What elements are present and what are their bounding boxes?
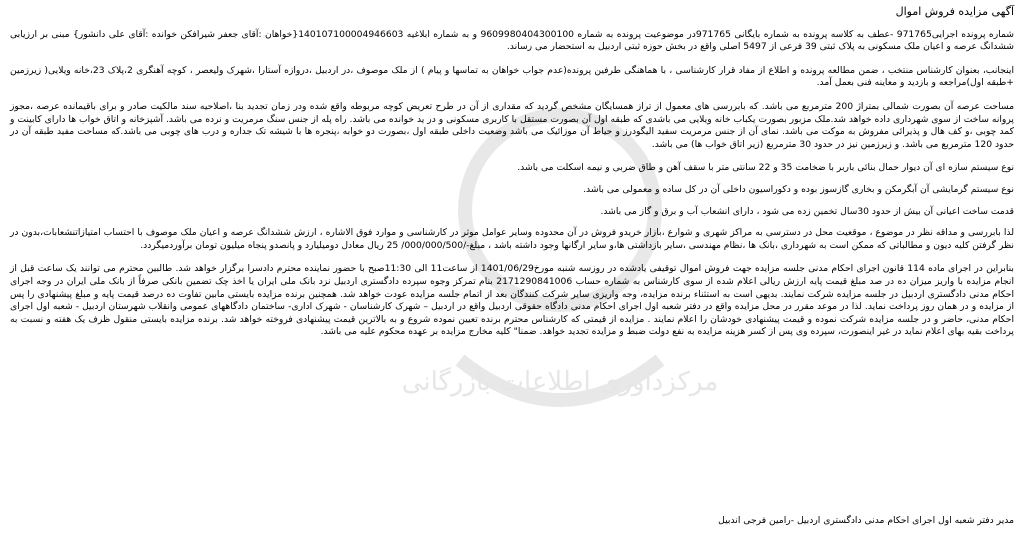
notice-title: آگهی مزایده فروش اموال bbox=[895, 5, 1014, 18]
watermark-text: مرکزداوری اطلاعات بازرگانی bbox=[401, 367, 719, 397]
notice-paragraph-inspection: اینجانب، بعنوان کارشناس منتخب ، ضمن مطالعه پرونده و اطلاع از مفاد قرار کارشناسی ، با هماهنگی طرفین پرونده(عدم جواب خواهان به تماسها و پیام ) از ملک موصوف ،در اردبیل ،دروازه آستارا ،شهرک ولیعصر ، کوچه آهنگری 2،پلاک 23،خانه ویلایی( زیرزمین +طبقه اول)مراجعه و بازدید و معاینه فنی بعمل آمد. bbox=[10, 64, 1015, 89]
notice-paragraph-age: قدمت ساخت اعیانی آن بیش از حدود 30سال تخمین زده می شود ، دارای انشعاب آب و برق و گاز می باشد. bbox=[600, 205, 1014, 217]
notice-paragraph-heating: نوع سیستم گرمایشی آن آبگرمکن و بخاری گازسوز بوده و دکوراسیون داخلی آن در کل ساده و معمولی می باشد. bbox=[583, 183, 1014, 195]
notice-paragraph-case: شماره پرونده اجرایی971765 -عطف به کلاسه پرونده به شماره بایگانی 971765در موضوعیت پرونده به شماره 9609980404300100 و به شماره ابلاغیه 140107100004946603{خواهان :آقای جعفر شیرافکن خوانده :آقای علی دانشور} مبنی بر ارزیابی ششدانگ عرصه و اعیان ملک مسکونی به پلاک ثبتی 39 فرعی از 5497 اصلی واقع در بخش حوزه ثبتی اردبیل به استحضار می رساند. bbox=[10, 28, 1014, 53]
notice-paragraph-auction: بنابراین در اجرای ماده 114 قانون اجرای احکام مدنی جلسه مزایده جهت فروش اموال توقیفی یادشده در روزسه شنبه مورخ1401/06/29 از ساعت11 الی 11:30صبح با حضور نماینده محترم دادسرا برگزار خواهد شد. طالبین محترم می توانند یک ساعت قبل از انجام مزایده با واریز میزان ده در صد مبلغ قیمت پایه ارزش ریالی اعلام شده از سوی کارشناس به شماره حساب 2171290841006 بنام تمرکز وجوه سپرده دادگستری اردبیل نزد بانک ملی ایران یا اخذ چک تضمین بانکی صرفاً از بانک ملی ایران در وجه اجرای احکام مدنی دادگستری اردبیل در جلسه مزایده شرکت نمایند. بدیهی است به استثناء برنده مزایده، وجه واریزی سایر شرکت کنندگان بعد از اتمام جلسه مزایده عودت خواهد شد. همچنین برنده مزایده بایستی مابین تفاوت ده درصد قیمت پایه و مبلغ پیشنهادی را پس از مزایده و در همان روز پرداخت نماید. لذا در موعد مقرر در محل مزایده واقع در دفتر شعبه اول اجرای احکام مدنی دادگاه حقوقی اردبیل واقع در اردبیل – شهرک کارشناسان - شهرک اداری- ساختمان دادگاههای عمومی وانقلاب شهرستان اردبیل - شعبه اول اجرای احکام مدنی، حاضر و در جلسه مزایده شرکت نموده و قیمت پیشنهادی خودشان را اعلام نمایند . مزایده از قیمتی که کارشناس محترم برنده تعیین نموده شروع و به بالاترین قیمت پیشنهادی فروخته خواهد شد. برنده مزایده بایستی منقول ظرف یک هفته و نسبت به پرداخت بقیه بهای اعلام نماید در غیر اینصورت، سپرده وی پس از کسر هزینه مزایده به نفع دولت ضبط و مزایده تجدید خواهد. ضمنا" کلیه مخارج مزایده بر عهده محکوم علیه می باشد. bbox=[10, 263, 1014, 338]
notice-signature: مدیر دفتر شعبه اول اجرای احکام مدنی دادگستری اردبیل -رامین فرجی اندبیل bbox=[718, 515, 1014, 527]
notice-paragraph-valuation: لذا بابررسی و مداقه نظر در موضوع ، موقعیت محل در دسترسی به مراکز شهری و شوارع ،بازار خریدو فروش در آن محدوده وسایر عوامل موثر در کارشناسی و موارد فوق الاشاره ، ارزش ششدانگ عرصه و اعیان ملک موصوف با احتساب امتیازاتنشعابات،بدون در نظر گرفتن کلیه دیون و مطالباتی که ممکن است به شهرداری ،بانک ها ،نظام مهندسی ،سایر بازداشتی ها،و سایر ارگانها وجود داشته باشد ، مبلغ-/000/000/500/ 25 ریال معادل دومیلیارد و پانصدو پنجاه میلیون تومان برآوردمیگردد. bbox=[10, 227, 1014, 251]
notice-paragraph-area: مساحت عرصه آن بصورت شمالی بمتراژ 200 مترمربع می باشد. که بابررسی های معمول از تراز همسایگان مشخص گردید که مقداری از آن در طرح تعریض کوچه مربوطه واقع شده ودر زمان تجدید بنا ،اصلاحیه سند مالکیت صادر و برای باقیمانده عرصه ،مجوز پروانه ساخت از سوی شهرداری داده خواهد شد.ملک مزبور بصورت یکباب خانه ویلایی می باشدی که طبقه اول آن بصورت مستقل با کاربری مسکونی و در ید خوانده می باشد. راه پله از جنس سنگ مرمریت و نرده می باشد. آشپزخانه و اتاق خواب ها دارای کابینت و کمد چوبی ،و کف هال و پذیرائی مفروش به موکت می باشد. نمای آن از جنس مرمریت سفید الیگودرز و حیاط آن موزائیک می باشد وضعیت داخلی طبقه اول ،بصورت دو خوابه ،پنجره ها با شیشه تک جداره و درب های چوبی می باشد.که مساحت مفید طبقه آن در حدود 120 مترمربع می باشد. و زیرزمین نیز در حدود 30 مترمربع (زیر اتاق خواب ها) می باشد. bbox=[10, 100, 1014, 150]
notice-paragraph-structure: نوع سیستم سازه ای آن دیوار حمال بنائی باربر با ضخامت 35 و 22 سانتی متر با سقف آهن و طاق ضربی و نیمه اسکلت می باشد. bbox=[517, 162, 1014, 174]
